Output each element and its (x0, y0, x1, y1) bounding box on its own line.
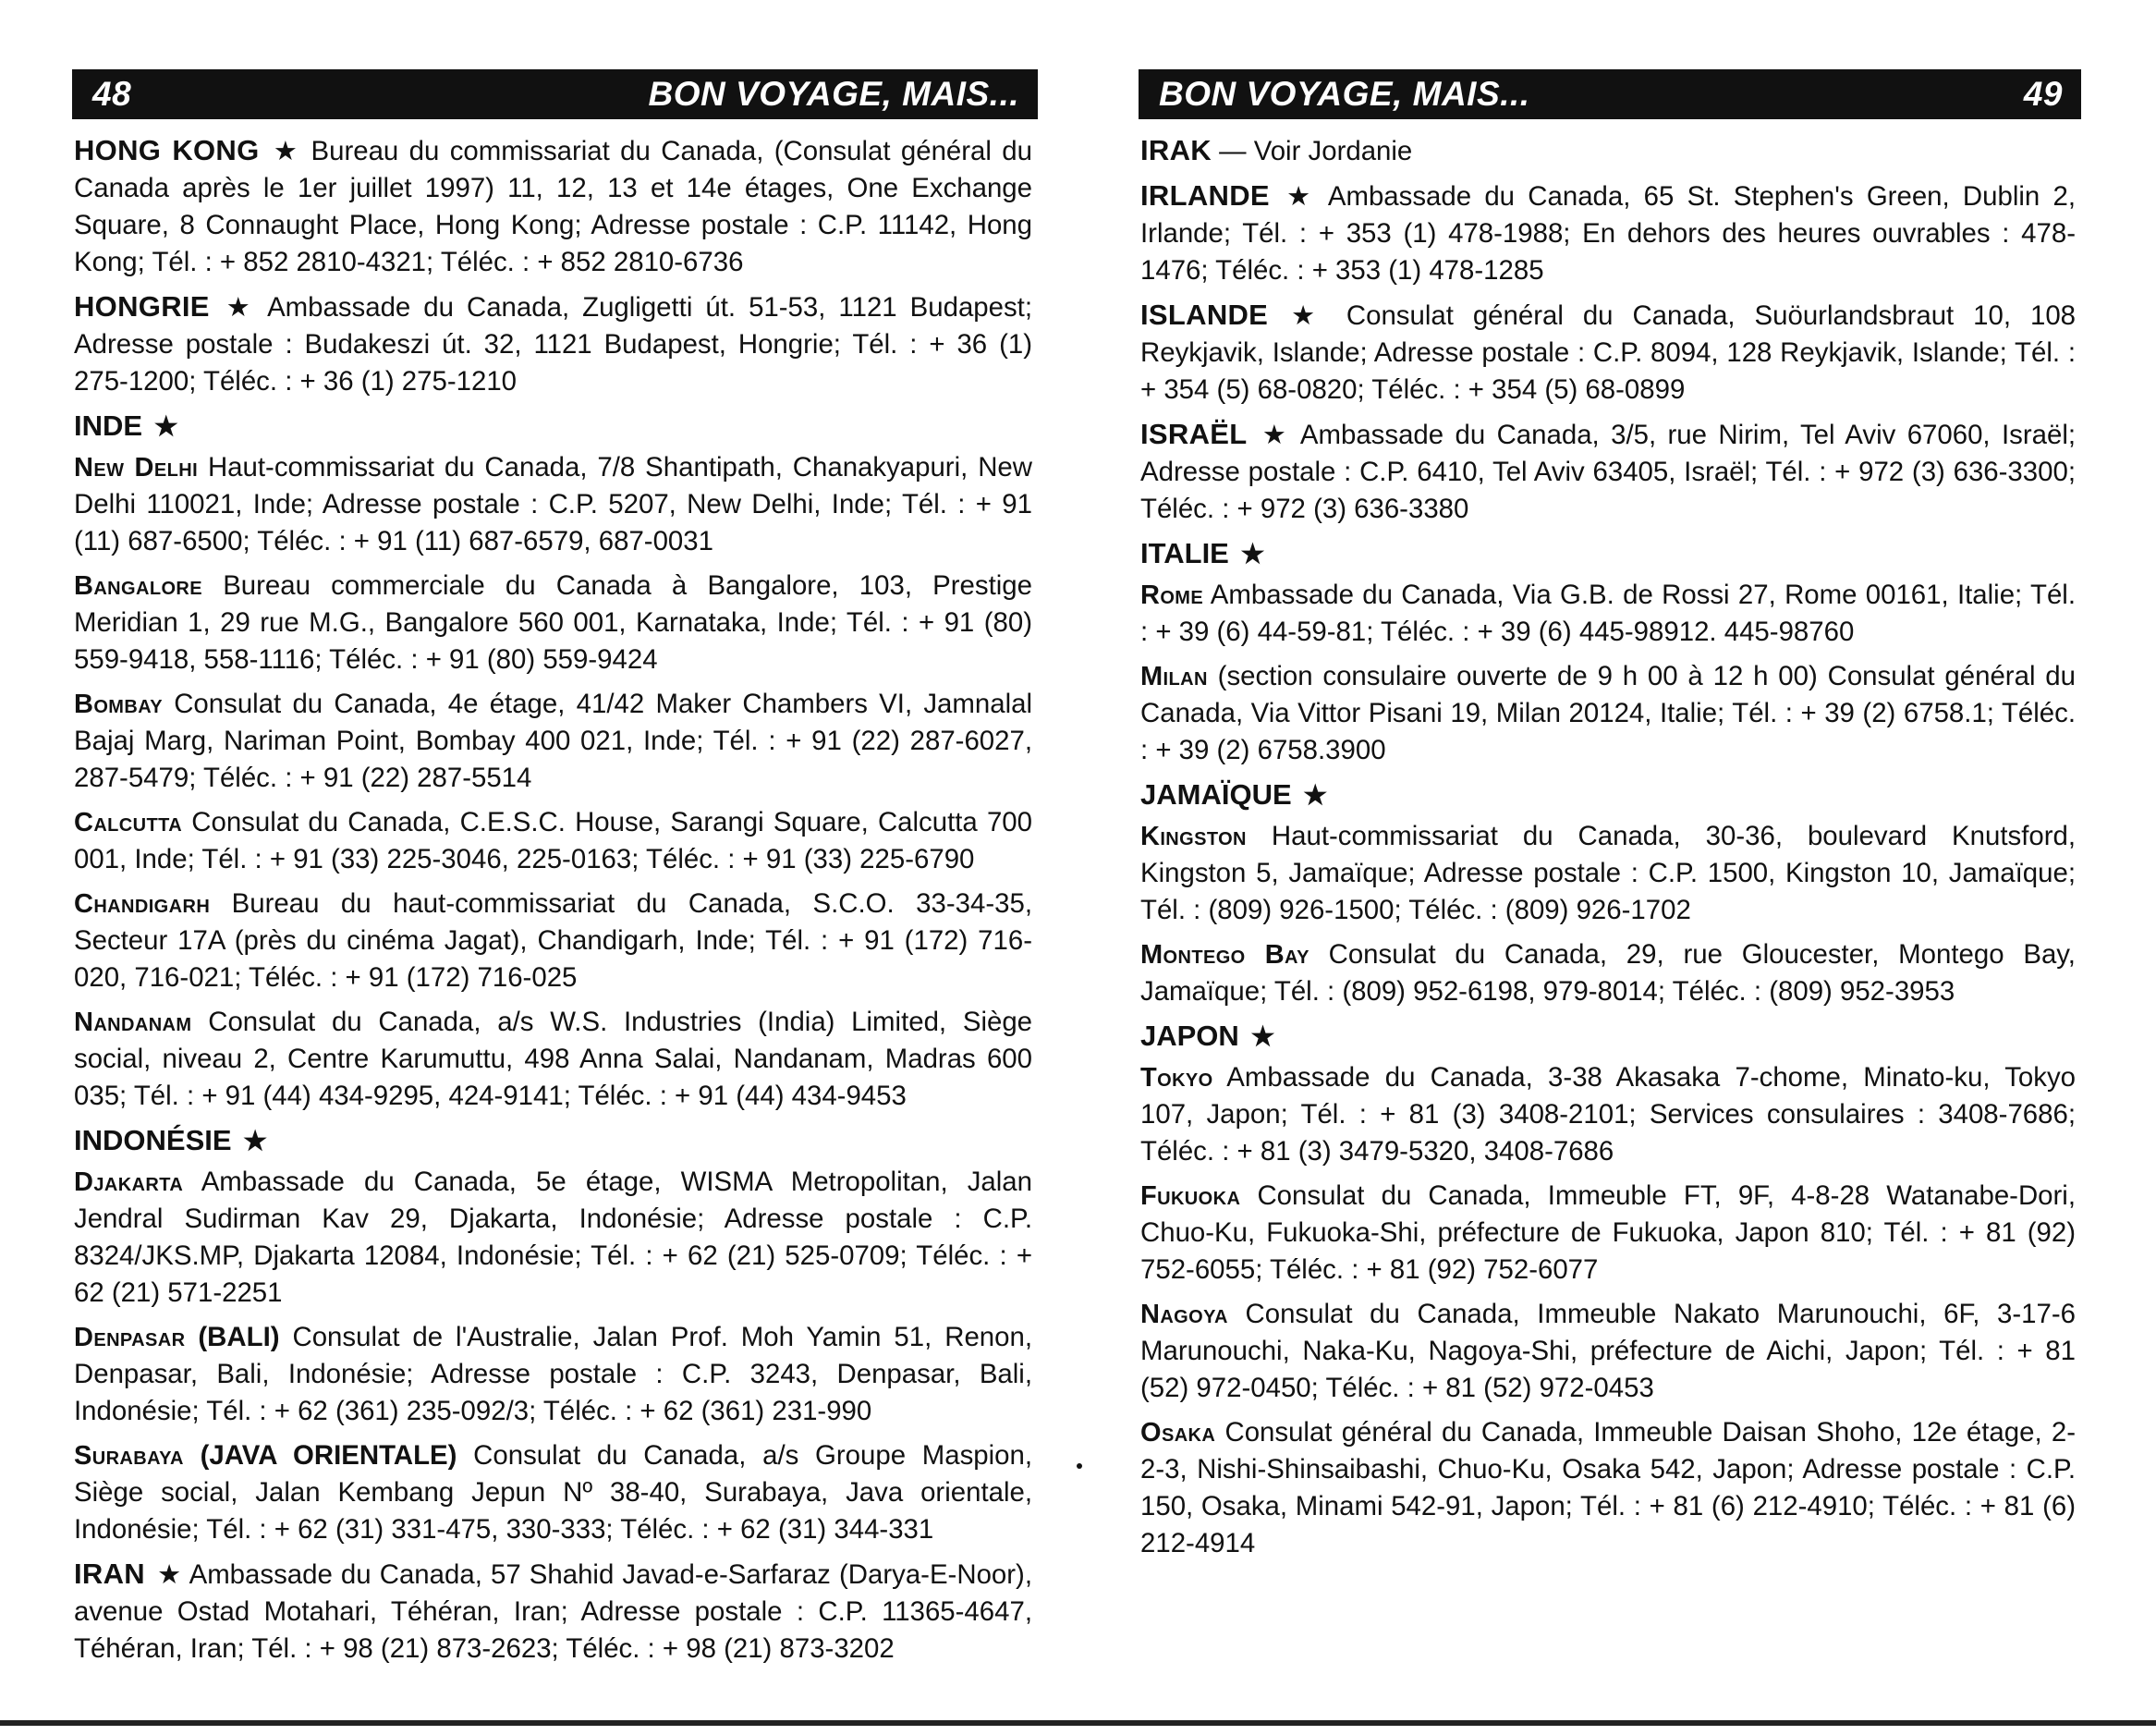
entry-islande (1140, 297, 2076, 409)
city-name: Osaka (1140, 1418, 1216, 1448)
entry-text: Consulat général du Canada, Immeuble Daisan Shoho, 12e étage, 2-2-3, Nishi-Shinsaibashi, Chuo-Ku, Osaka 542, Japon; Adresse postale : C.P. 150, Osaka, Minami 542-91, Japon; Tél. : + 81 (6) 212-4910; Téléc. : + 81 (6) 212-4914 (1140, 1417, 2076, 1558)
city-entry (74, 568, 1032, 678)
entry-text: Ambassade du Canada, 3-38 Akasaka 7-chome, Minato-ku, Tokyo 107, Japon; Tél. : + 81 (3) 3408-2101; Services consulaires : 3408-7686; Téléc. : + 81 (3) 3479-5320, 3408-7686 (1140, 1062, 2076, 1167)
star-icon: ★ (157, 1560, 183, 1590)
city-entry (1140, 936, 2076, 1010)
city-entry (1140, 1414, 2076, 1562)
entry-text: Ambassade du Canada, 5e étage, WISMA Metropolitan, Jalan Jendral Sudirman Kav 29, Djakarta, Indonésie; Adresse postale : C.P. 8324/JKS.MP, Djakarta 12084, Indonésie; Tél. : + 62 (21) 525-0709; Téléc. : + 62 (21) 571-2251 (74, 1167, 1032, 1308)
star-icon: ★ (1303, 781, 1328, 811)
entry-text: Bureau du haut-commissariat du Canada, S.C.O. 33-34-35, Secteur 17A (près du cinéma Jagat), Chandigarh, Inde; Tél. : + 91 (172) 716-020, 716-021; Téléc. : + 91 (172) 716-025 (74, 888, 1032, 993)
city-name: Chandigarh (74, 889, 211, 919)
entry-text: Consulat du Canada, a/s W.S. Industries (India) Limited, Siège social, niveau 2, Centre Karumuttu, 498 Anna Salai, Nandanam, Madras 600 035; Tél. : + 91 (44) 434-9295, 424-9141; Téléc. : + 91 (44) 434-9453 (74, 1007, 1033, 1111)
country-name: HONGRIE (74, 290, 210, 323)
city-name: Bombay (74, 690, 163, 719)
bottom-divider (0, 1720, 2156, 1726)
running-title: BON VOYAGE, MAIS... (648, 75, 1019, 113)
country-name: HONG KONG (74, 134, 260, 166)
entry-text: Ambassade du Canada, Via G.B. de Rossi 27, Rome 00161, Italie; Tél. : + 39 (6) 44-59-81; Téléc. : + 39 (6) 445-98912. 445-98760 (1140, 580, 2076, 647)
city-entry (74, 686, 1032, 797)
entry-text: (section consulaire ouverte de 9 h 00 à 12 h 00) Consulat général du Canada, Via Vittor Pisani 19, Milan 20124, Italie; Tél. : + 39 (2) 6758.1; Téléc. : + 39 (2) 6758.3900 (1140, 661, 2076, 765)
running-title: BON VOYAGE, MAIS... (1159, 75, 1530, 113)
city-entry (1140, 658, 2076, 769)
entry-text: Consulat du Canada, 29, rue Gloucester, Montego Bay, Jamaïque; Tél. : (809) 952-6198, 979-8014; Téléc. : (809) 952-3953 (1140, 939, 2076, 1007)
country-name: INDONÉSIE (74, 1124, 232, 1156)
country-heading-italie (1140, 535, 2076, 573)
left-page (72, 69, 1038, 1675)
country-name: INDE (74, 409, 143, 442)
city-name: Denpasar (74, 1323, 186, 1352)
city-name: Bangalore (74, 571, 202, 601)
city-entry (1140, 1296, 2076, 1407)
city-entry (74, 1437, 1032, 1548)
entry-iran (74, 1556, 1032, 1668)
page-header-left (72, 69, 1038, 119)
city-entry (74, 1319, 1032, 1430)
entry-hong-kong (74, 132, 1032, 281)
country-heading-japon (1140, 1018, 2076, 1056)
city-name: Fukuoka (1140, 1181, 1241, 1211)
entry-text: Bureau commerciale du Canada à Bangalore, 103, Prestige Meridian 1, 29 rue M.G., Bangalore 560 001, Karnataka, Inde; Tél. : + 91 (80) 559-9418, 558-1116; Téléc. : + 91 (80) 559-9424 (74, 570, 1032, 675)
city-note: (JAVA ORIENTALE) (200, 1440, 457, 1471)
city-entry (74, 804, 1032, 878)
page-header-right (1139, 69, 2081, 119)
city-note: (BALI) (198, 1322, 280, 1352)
entry-irlande (1140, 177, 2076, 289)
entry-israel (1140, 416, 2076, 528)
speck-mark (1077, 1463, 1082, 1469)
star-icon: ★ (1286, 182, 1317, 212)
city-name: New Delhi (74, 453, 199, 483)
entry-text: Haut-commissariat du Canada, 7/8 Shantipath, Chanakyapuri, New Delhi 110021, Inde; Adresse postale : C.P. 5207, New Delhi, Inde; Tél. : + 91 (11) 687-6500; Téléc. : + 91 (11) 687-6579, 687-0031 (74, 452, 1032, 556)
city-name: Montego Bay (1140, 940, 1309, 970)
page-number: 49 (2023, 75, 2063, 113)
entry-text: — Voir Jordanie (1219, 136, 1413, 166)
entry-text: Consulat du Canada, Immeuble Nakato Marunouchi, 6F, 3-17-6 Marunouchi, Naka-Ku, Nagoya-Shi, préfecture de Aichi, Japon; Tél. : + 81 (52) 972-0450; Téléc. : + 81 (52) 972-0453 (1140, 1299, 2076, 1403)
city-entry (74, 1164, 1032, 1312)
city-name: Calcutta (74, 808, 183, 837)
entry-irak (1140, 132, 2076, 170)
entry-text: Consulat du Canada, C.E.S.C. House, Sarangi Square, Calcutta 700 001, Inde; Tél. : + 91 (33) 225-3046, 225-0163; Téléc. : + 91 (33) 225-6790 (74, 807, 1032, 874)
right-page (1139, 69, 2081, 1570)
entry-text: Consulat du Canada, Immeuble FT, 9F, 4-8-28 Watanabe-Dori, Chuo-Ku, Fukuoka-Shi, préfecture de Fukuoka, Japon 810; Tél. : + 81 (92) 752-6055; Téléc. : + 81 (92) 752-6077 (1140, 1180, 2077, 1285)
city-name: Milan (1140, 662, 1208, 691)
entry-text: Ambassade du Canada, Zugligetti út. 51-53, 1121 Budapest; Adresse postale : Budakeszi út. 32, 1121 Budapest, Hongrie; Tél. : + 36 (1) 275-1200; Téléc. : + 36 (1) 275-1210 (74, 292, 1033, 397)
city-entry (1140, 1178, 2076, 1289)
star-icon: ★ (153, 412, 178, 442)
city-entry (74, 886, 1032, 996)
country-heading-jamaique (1140, 776, 2076, 814)
page-number: 48 (92, 75, 132, 113)
country-heading-inde (74, 408, 1032, 446)
city-name: Nandanam (74, 1008, 192, 1037)
country-name: JAMAÏQUE (1140, 778, 1292, 811)
country-heading-indonesie (74, 1122, 1032, 1160)
country-name: IRLANDE (1140, 179, 1270, 212)
city-entry (74, 1004, 1032, 1115)
city-name: Tokyo (1140, 1063, 1213, 1093)
city-name: Nagoya (1140, 1300, 1228, 1329)
star-icon: ★ (273, 137, 301, 166)
entry-text: Ambassade du Canada, 65 St. Stephen's Green, Dublin 2, Irlande; Tél. : + 353 (1) 478-1988; En dehors des heures ouvrables : 478-1476; Téléc. : + 353 (1) 478-1285 (1140, 181, 2077, 286)
country-name: ITALIE (1140, 537, 1229, 569)
entry-text: Consulat général du Canada, Suöurlandsbraut 10, 108 Reykjavik, Islande; Adresse postale : C.P. 8094, 128 Reykjavik, Islande; Tél. : + 354 (5) 68-0820; Téléc. : + 354 (5) 68-0899 (1140, 300, 2077, 405)
page-content-right (1139, 119, 2081, 1562)
entry-text: Consulat du Canada, 4e étage, 41/42 Maker Chambers VI, Jamnalal Bajaj Marg, Nariman Point, Bombay 400 021, Inde; Tél. : + 91 (22) 287-6027, 287-5479; Téléc. : + 91 (22) 287-5514 (74, 689, 1032, 793)
country-name: ISLANDE (1140, 299, 1269, 331)
entry-text: Haut-commissariat du Canada, 30-36, boulevard Knutsford, Kingston 5, Jamaïque; Adresse postale : C.P. 1500, Kingston 10, Jamaïque; Tél. : (809) 926-1500; Téléc. : (809) 926-1702 (1140, 821, 2077, 925)
entry-text: Consulat de l'Australie, Jalan Prof. Moh Yamin 51, Renon, Denpasar, Bali, Indonésie; Adresse postale : C.P. 3243, Denpasar, Bali, Indonésie; Tél. : + 62 (361) 235-092/3; Téléc. : + 62 (361) 231-990 (74, 1322, 1032, 1426)
city-name: Djakarta (74, 1167, 184, 1197)
page-content-left (72, 119, 1038, 1668)
country-name: IRAN (74, 1558, 145, 1590)
city-entry (1140, 1059, 2076, 1170)
city-entry (74, 449, 1032, 560)
star-icon: ★ (225, 293, 256, 323)
entry-hongrie (74, 288, 1032, 400)
entry-text: Ambassade du Canada, 57 Shahid Javad-e-Sarfaraz (Darya-E-Noor), avenue Ostad Motahari, Téhéran, Iran; Adresse postale : C.P. 11365-4647, Téhéran, Iran; Tél. : + 98 (21) 873-2623; Téléc. : + 98 (21) 873-3202 (74, 1559, 1033, 1664)
star-icon: ★ (1240, 540, 1265, 569)
entry-text: Ambassade du Canada, 3/5, rue Nirim, Tel Aviv 67060, Israël; Adresse postale : C.P. 6410, Tel Aviv 63405, Israël; Tél. : + 972 (3) 636-3300; Téléc. : + 972 (3) 636-3380 (1140, 420, 2077, 524)
star-icon: ★ (1250, 1022, 1275, 1052)
star-icon: ★ (1261, 421, 1291, 450)
country-name: ISRAËL (1140, 418, 1248, 450)
entry-text: Bureau du commissariat du Canada, (Consulat général du Canada après le 1er juillet 1997) 11, 12, 13 et 14e étages, One Exchange Square, 8 Connaught Place, Hong Kong; Adresse postale : C.P. 11142, Hong Kong; Tél. : + 852 2810-4321; Téléc. : + 852 2810-6736 (74, 136, 1032, 277)
entry-text: Consulat du Canada, a/s Groupe Maspion, Siège social, Jalan Kembang Jepun Nº 38-40, Surabaya, Java orientale, Indonésie; Tél. : + 62 (31) 331-475, 330-333; Téléc. : + 62 (31) 344-331 (74, 1440, 1032, 1545)
city-entry (1140, 577, 2076, 651)
country-name: JAPON (1140, 1020, 1239, 1052)
city-name: Surabaya (74, 1441, 184, 1471)
city-name: Kingston (1140, 822, 1247, 851)
star-icon: ★ (1291, 301, 1327, 331)
city-entry (1140, 818, 2076, 929)
country-name: IRAK (1140, 134, 1212, 166)
city-name: Rome (1140, 580, 1204, 610)
star-icon: ★ (243, 1127, 268, 1156)
